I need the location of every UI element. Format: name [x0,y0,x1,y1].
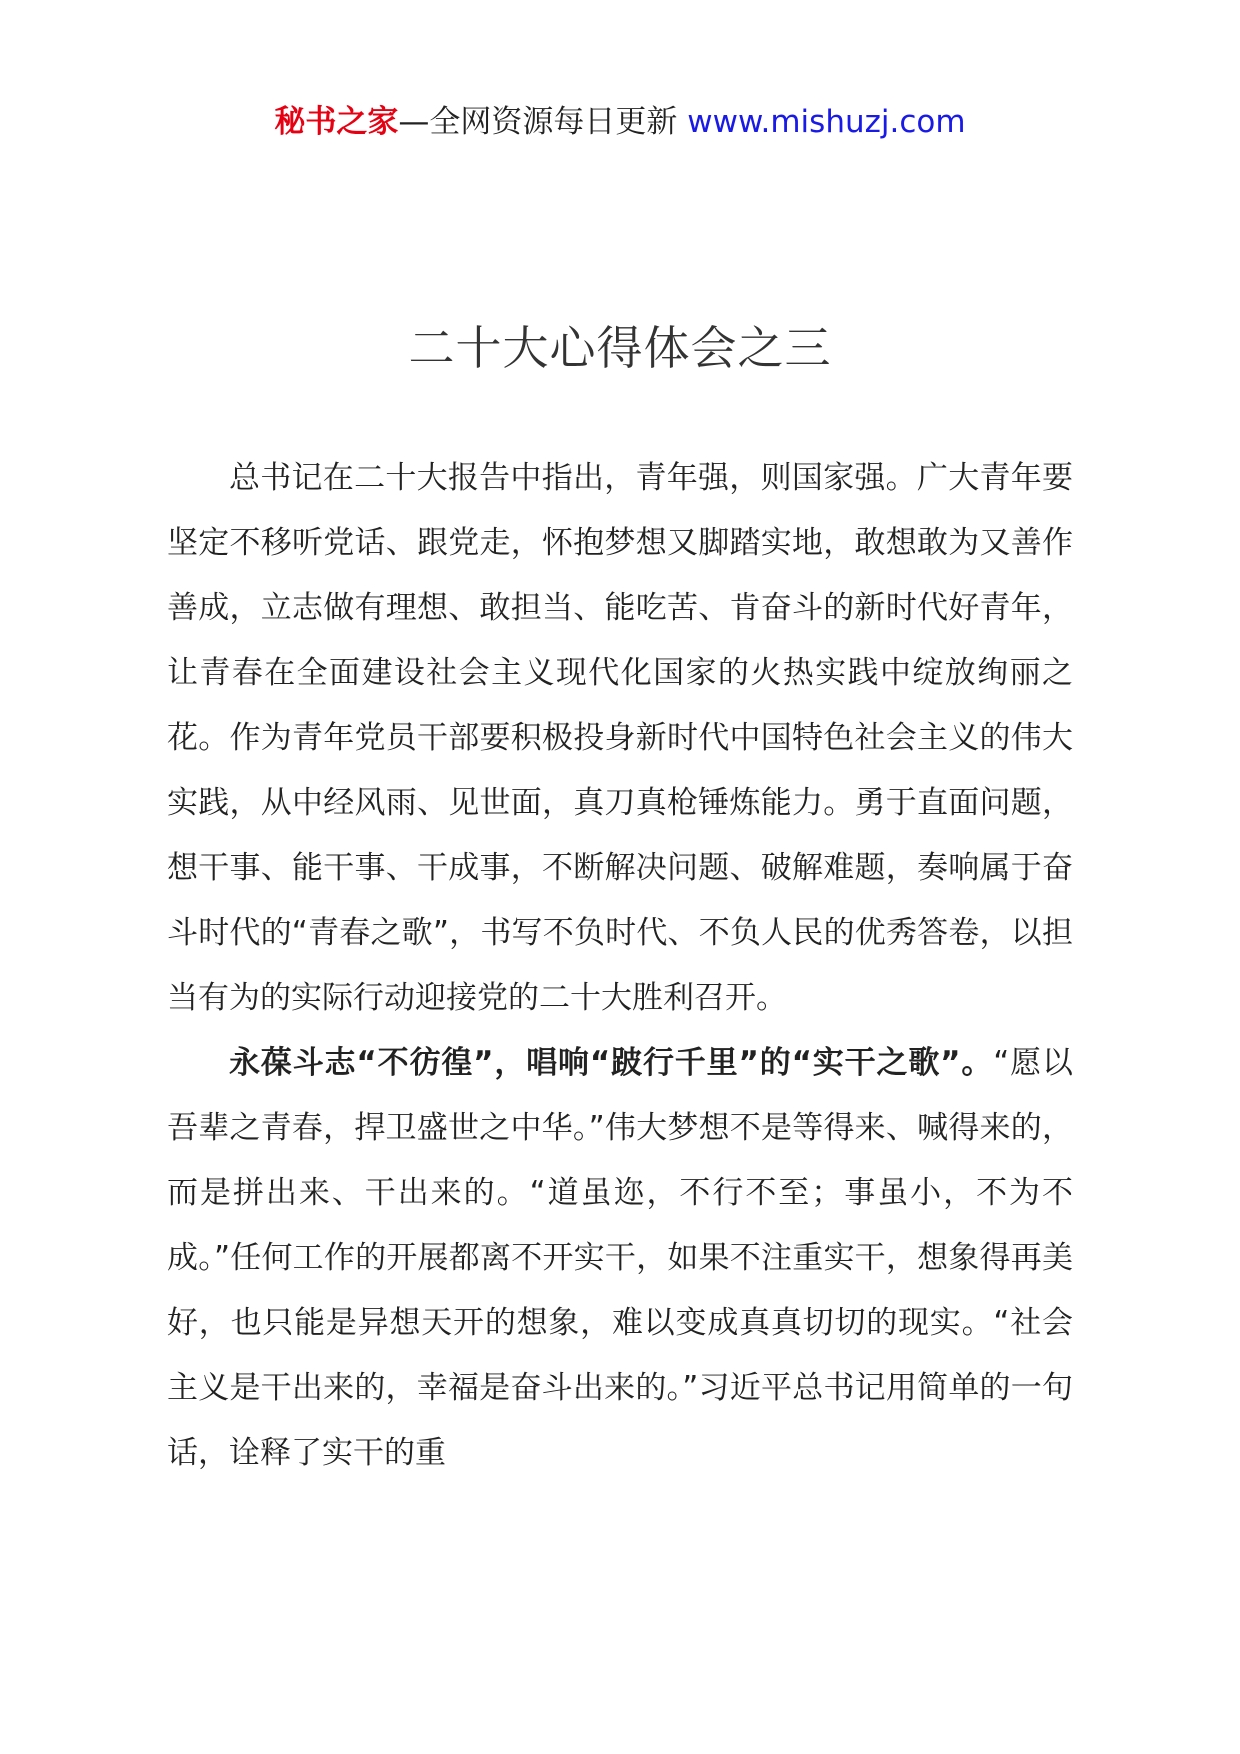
section-body: “愿以吾辈之青春，捍卫盛世之中华。”伟大梦想不是等得来、喊得来的，而是拼出来、干出来的。“道虽迩，不行不至；事虽小，不为不成。”任何工作的开展都离不开实干，如果不注重实干，想象得再美好，也只能是异想天开的想象，难以变成真真切切的现实。“社会主义是干出来的，幸福是奋斗出来的。”习近平总书记用简单的一句话，诠释了实干的重 [167,1045,1074,1471]
document-body [167,446,1073,1486]
paragraph-intro: 总书记在二十大报告中指出，青年强，则国家强。广大青年要坚定不移听党话、跟党走，怀抱梦想又脚踏实地，敢想敢为又善作善成，立志做有理想、敢担当、能吃苦、肯奋斗的新时代好青年，让青春在全面建设社会主义现代化国家的火热实践中绽放绚丽之花。作为青年党员干部要积极投身新时代中国特色社会主义的伟大实践，从中经风雨、见世面，真刀真枪锤炼能力。勇于直面问题，想干事、能干事、干成事，不断解决问题、破解难题，奏响属于奋斗时代的“青春之歌”，书写不负时代、不负人民的优秀答卷，以担当有为的实际行动迎接党的二十大胜利召开。 [167,460,1073,1016]
header-tagline: —全网资源每日更新 [398,104,688,140]
header-brand: 秘书之家 [274,104,399,140]
document-title: 二十大心得体会之三 [408,321,832,375]
document-header [0,100,1240,144]
section-heading: 永葆斗志“不彷徨”，唱响“跛行千里”的“实干之歌”。 [229,1045,994,1081]
paragraph-section-1 [167,1031,1073,1486]
header-site-url[interactable]: www.mishuzj.com [687,104,966,140]
